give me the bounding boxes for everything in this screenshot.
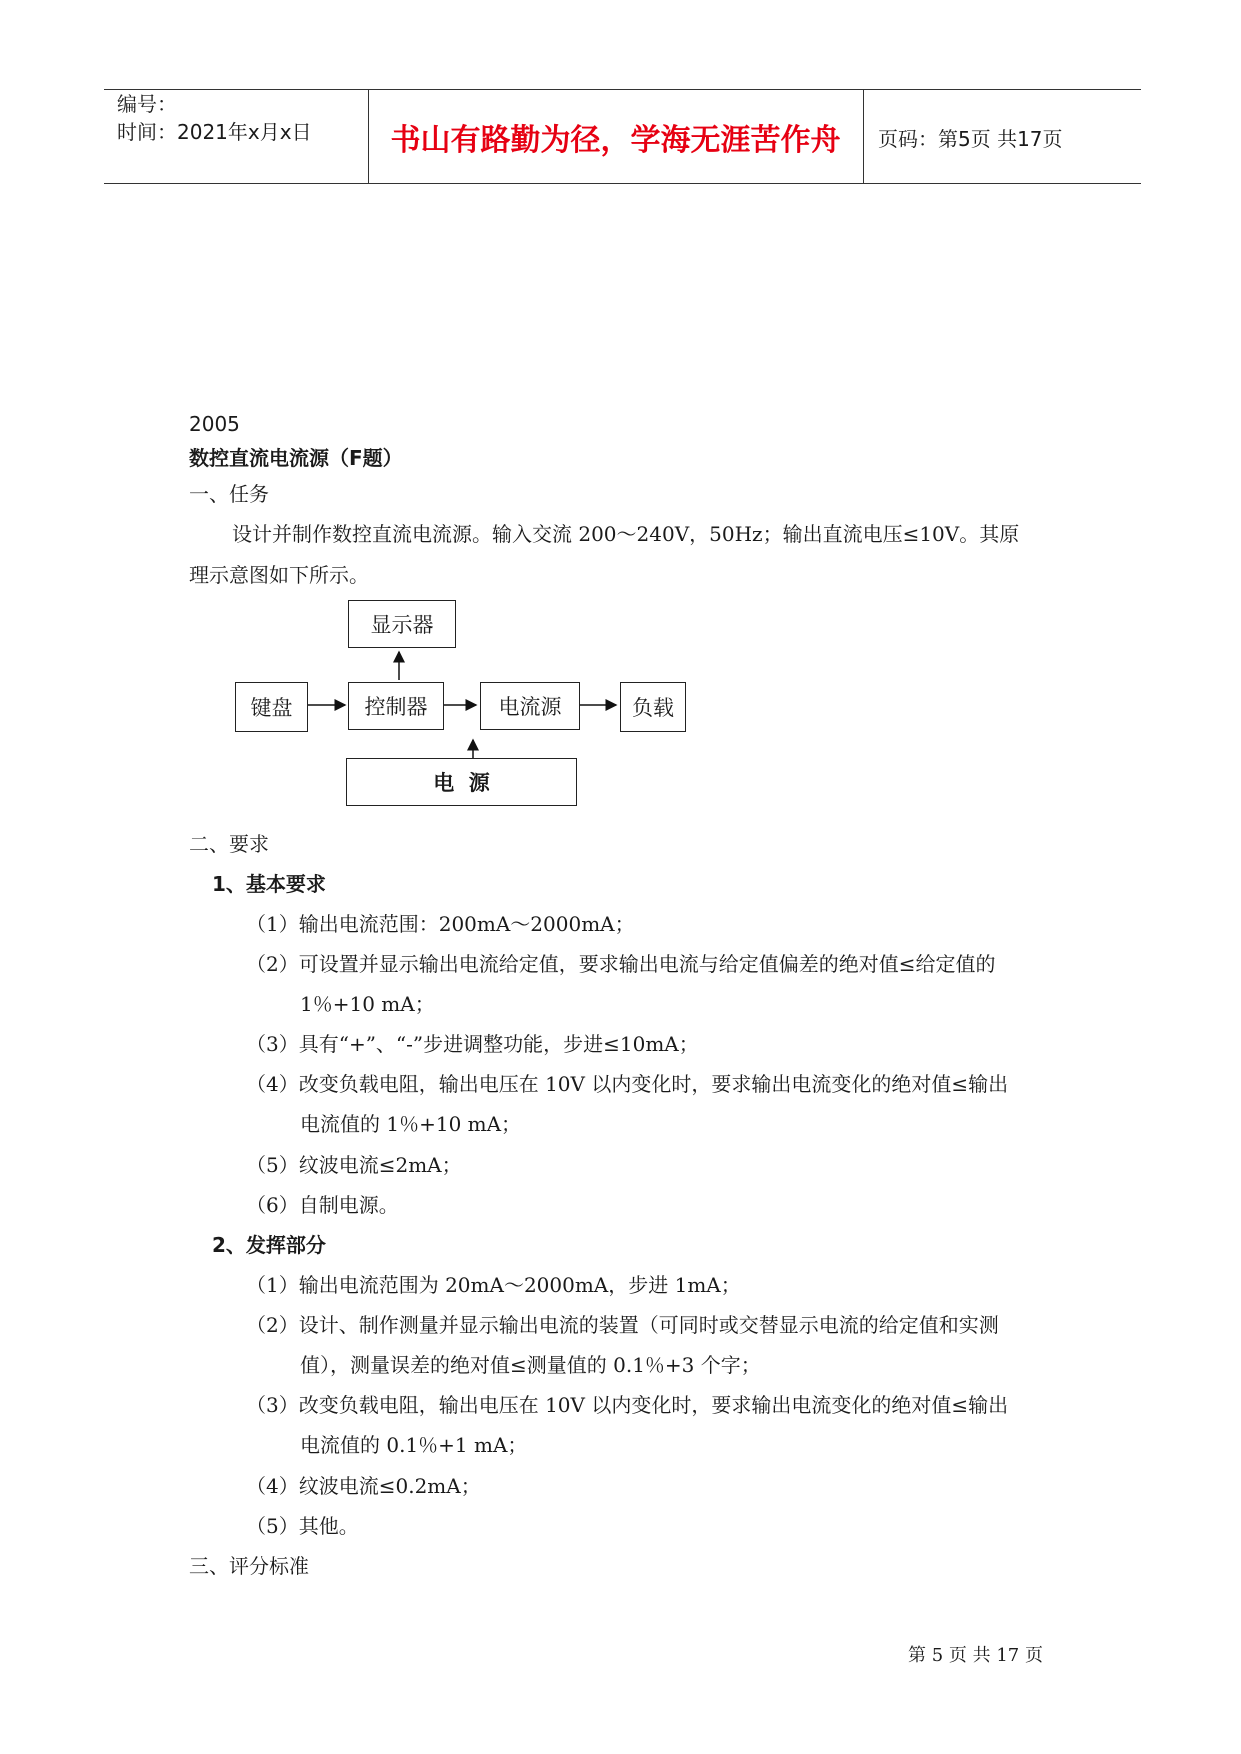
basic-item-cont: 1％+10 mA； bbox=[300, 992, 435, 1016]
doc-title: 数控直流电流源（F题） bbox=[189, 446, 403, 470]
basic-item: （2）可设置并显示输出电流给定值，要求输出电流与给定值偏差的绝对值≤给定值的 bbox=[246, 952, 996, 976]
task-line-2: 理示意图如下所示。 bbox=[189, 563, 369, 587]
basic-item: （5）纹波电流≤2mA； bbox=[246, 1153, 462, 1177]
block-diagram bbox=[230, 600, 700, 820]
load-box: 负载 bbox=[620, 682, 686, 732]
extra-item: （1）输出电流范围为 20mA～2000mA，步进 1mA； bbox=[246, 1273, 741, 1297]
section-task: 一、任务 bbox=[189, 482, 269, 506]
basic-item: （3）具有“+”、“-”步进调整功能，步进≤10mA； bbox=[246, 1032, 699, 1056]
time-label: 时间：2021年x月x日 bbox=[117, 120, 312, 144]
task-line-1: 设计并制作数控直流电流源。输入交流 200～240V，50Hz；输出直流电压≤10V。其原 bbox=[232, 522, 1020, 546]
page-info: 页码：第5页 共17页 bbox=[878, 127, 1063, 151]
doc-year: 2005 bbox=[189, 412, 240, 436]
basic-item-cont: 电流值的 1％+10 mA； bbox=[300, 1112, 522, 1136]
basic-title: 1、基本要求 bbox=[212, 872, 326, 896]
section-scoring: 三、评分标准 bbox=[189, 1554, 309, 1578]
number-label: 编号： bbox=[117, 92, 177, 116]
extra-item: （3）改变负载电阻，输出电压在 10V 以内变化时，要求输出电流变化的绝对值≤输出 bbox=[246, 1393, 1009, 1417]
keyboard-box: 键盘 bbox=[235, 682, 308, 732]
extra-title: 2、发挥部分 bbox=[212, 1233, 326, 1257]
extra-item: （5）其他。 bbox=[246, 1514, 359, 1538]
motto: 书山有路勤为径，学海无涯苦作舟 bbox=[390, 123, 841, 158]
current-source-box: 电流源 bbox=[480, 682, 580, 730]
basic-item: （1）输出电流范围：200mA～2000mA； bbox=[246, 912, 635, 936]
extra-item: （4）纹波电流≤0.2mA； bbox=[246, 1474, 481, 1498]
section-requirements: 二、要求 bbox=[189, 832, 269, 856]
extra-item-cont: 电流值的 0.1％+1 mA； bbox=[300, 1433, 528, 1457]
display-box: 显示器 bbox=[348, 600, 456, 648]
header-motto-cell bbox=[368, 90, 864, 183]
header-page-cell bbox=[864, 90, 1141, 183]
basic-item: （6）自制电源。 bbox=[246, 1193, 399, 1217]
basic-item: （4）改变负载电阻，输出电压在 10V 以内变化时，要求输出电流变化的绝对值≤输出 bbox=[246, 1072, 1009, 1096]
extra-item-cont: 值），测量误差的绝对值≤测量值的 0.1％+3 个字； bbox=[300, 1353, 761, 1377]
extra-item: （2）设计、制作测量并显示输出电流的装置（可同时或交替显示电流的给定值和实测 bbox=[246, 1313, 999, 1337]
controller-box: 控制器 bbox=[348, 682, 444, 730]
power-box: 电 源 bbox=[346, 758, 577, 806]
page-footer: 第 5 页 共 17 页 bbox=[908, 1645, 1043, 1666]
header-meta-cell bbox=[104, 90, 369, 183]
document-header bbox=[104, 89, 1141, 184]
